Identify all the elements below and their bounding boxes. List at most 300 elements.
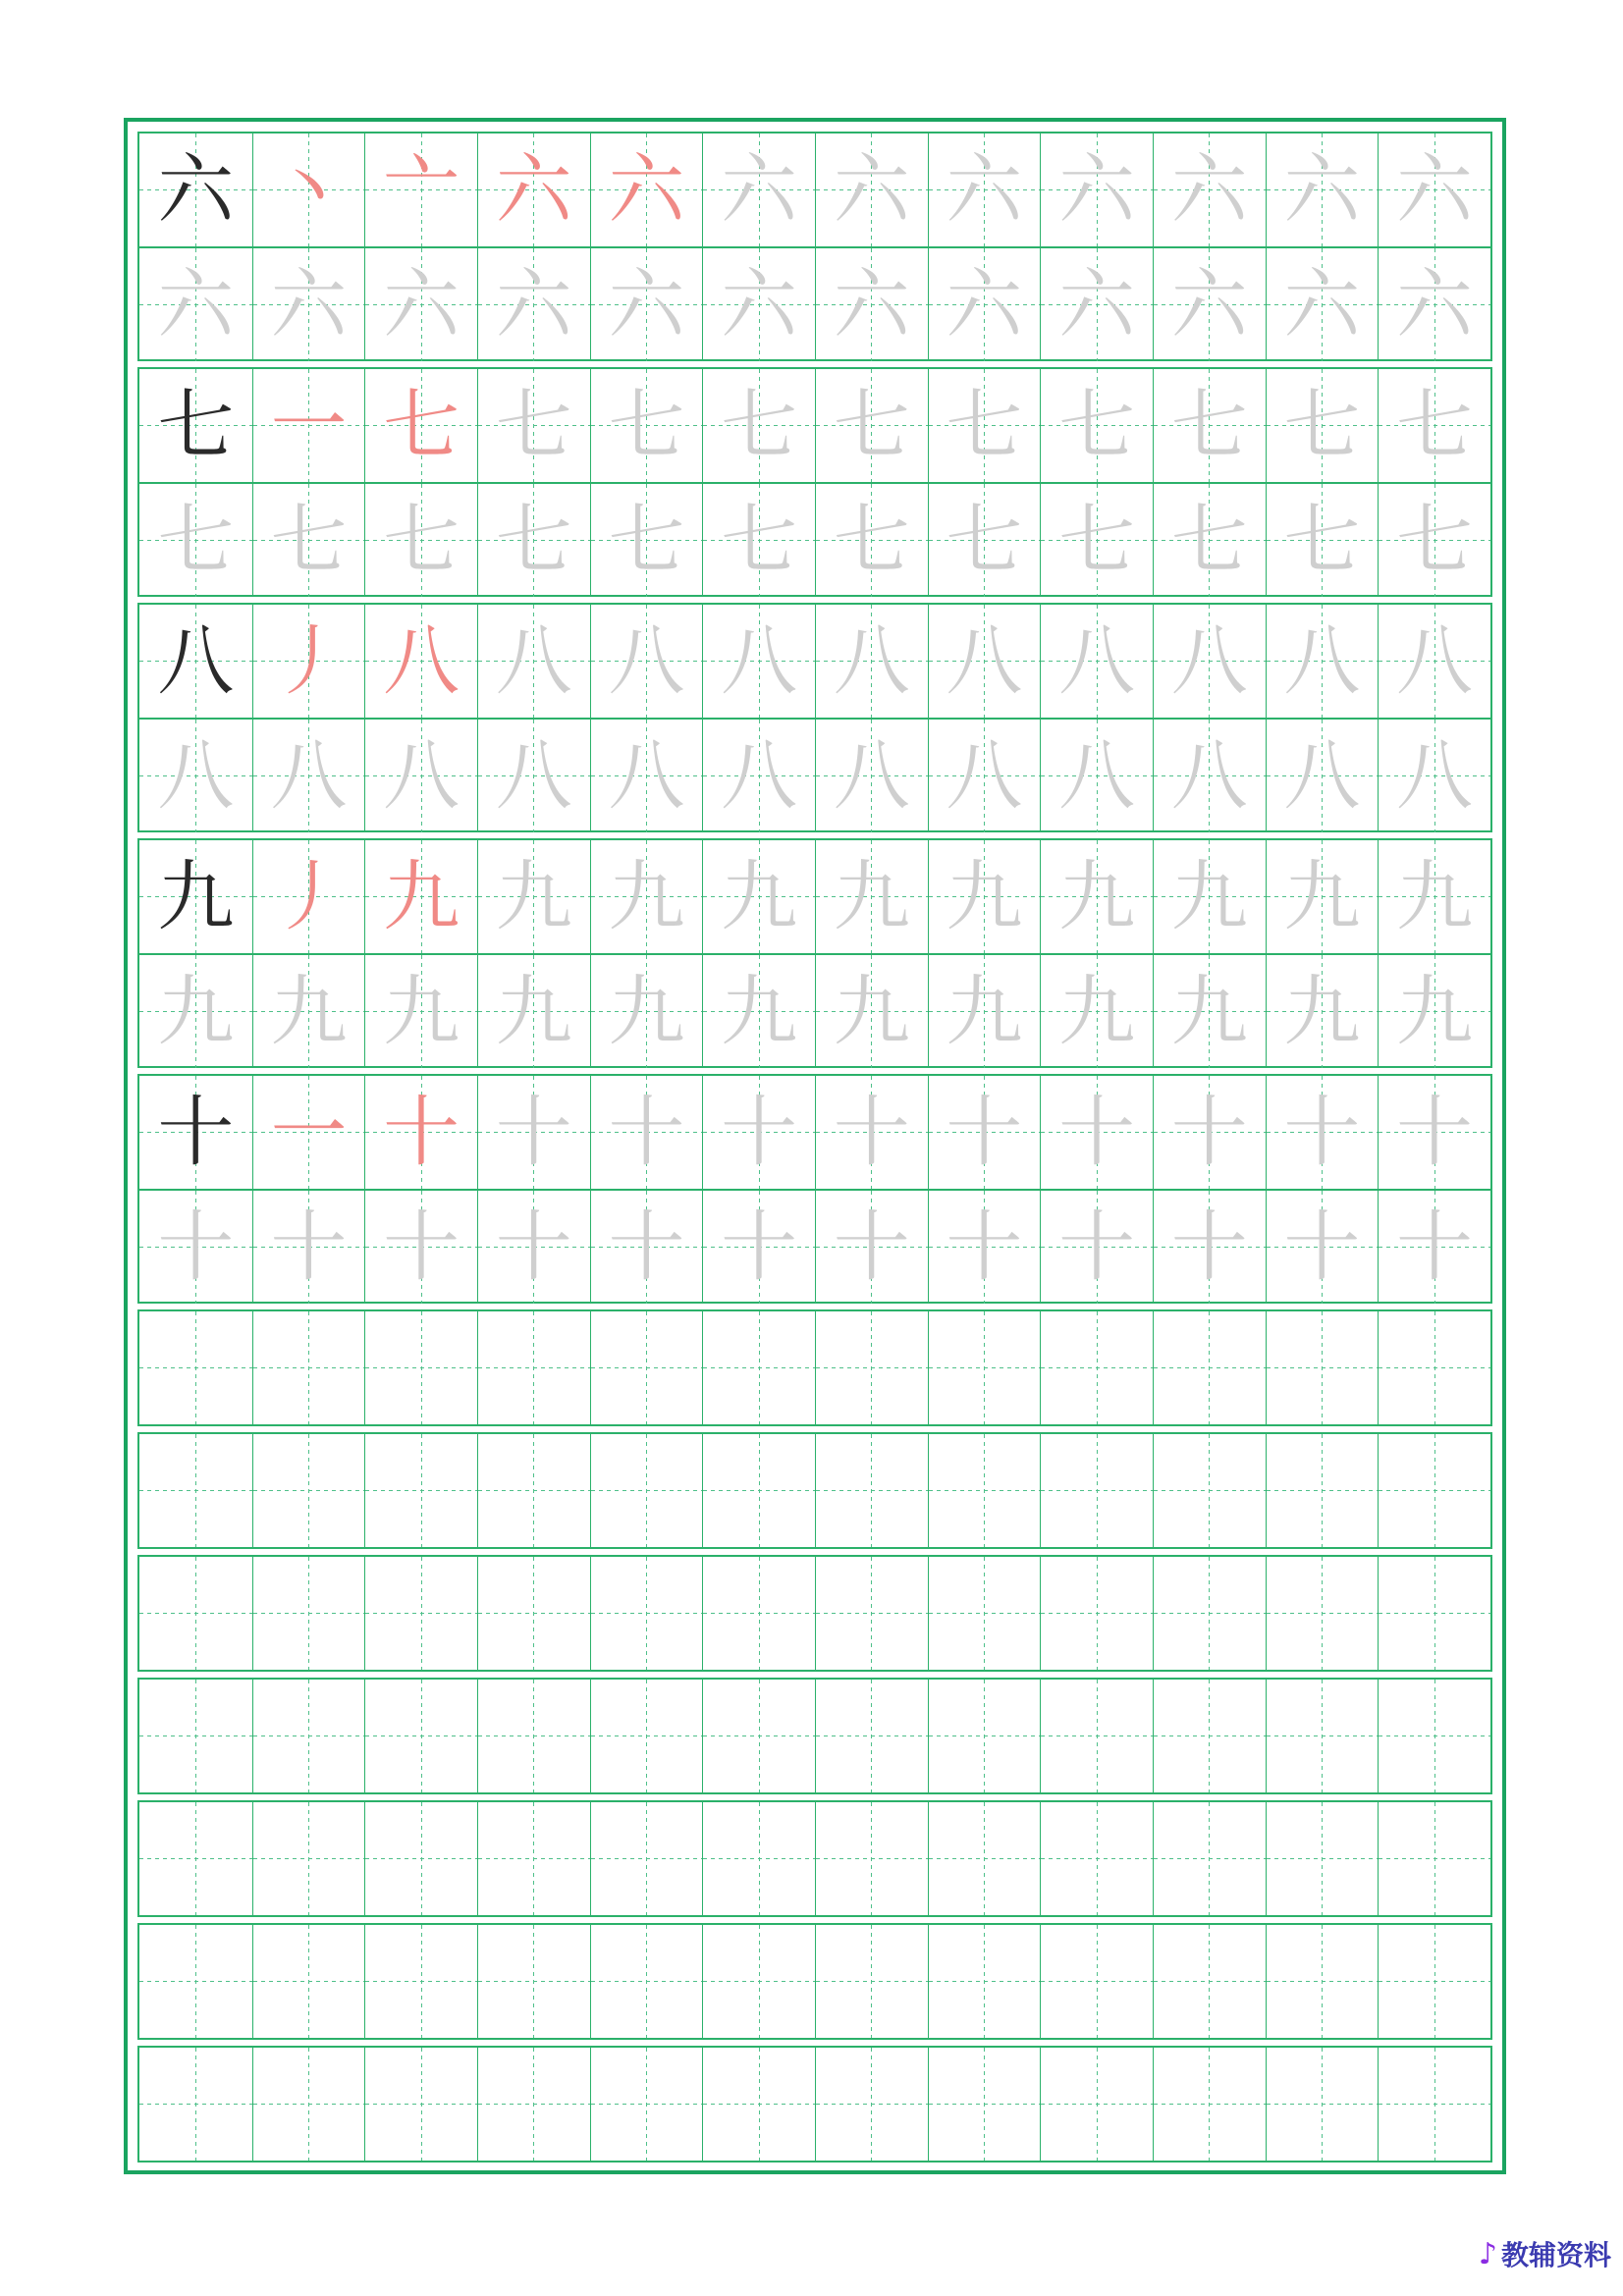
grid-cell[interactable]	[1153, 2048, 1266, 2161]
grid-cell[interactable]	[1153, 1311, 1266, 1424]
grid-cell[interactable]	[815, 1802, 928, 1915]
grid-cell[interactable]	[252, 1802, 365, 1915]
grid-cell[interactable]	[477, 2048, 590, 2161]
character-block	[137, 132, 1492, 361]
grid-cell[interactable]	[139, 1311, 252, 1424]
grid-cell[interactable]	[815, 248, 928, 361]
grid-cell[interactable]	[364, 369, 477, 482]
grid-cell[interactable]	[1266, 605, 1379, 718]
grid-cell[interactable]	[702, 369, 815, 482]
grid-cell[interactable]	[364, 133, 477, 246]
trace-character: 六	[946, 260, 1023, 349]
stroke-order-character: 亠	[383, 145, 460, 235]
grid-cell[interactable]	[1153, 840, 1266, 953]
grid-cell[interactable]	[364, 605, 477, 718]
grid-cell[interactable]	[477, 369, 590, 482]
trace-character: 七	[608, 381, 685, 470]
grid-cell[interactable]	[1153, 1191, 1266, 1304]
trace-character: 六	[157, 260, 235, 349]
grid-cell[interactable]	[1378, 1076, 1490, 1189]
trace-character: 六	[383, 260, 460, 349]
grid-cell[interactable]	[1378, 1802, 1490, 1915]
grid-cell[interactable]	[815, 369, 928, 482]
grid-cell[interactable]	[590, 955, 703, 1068]
grid-cell[interactable]	[928, 248, 1041, 361]
grid-cell[interactable]	[815, 605, 928, 718]
grid-cell[interactable]	[1040, 369, 1153, 482]
grid-cell[interactable]	[252, 369, 365, 482]
trace-character: 九	[833, 967, 910, 1056]
grid-cell[interactable]	[477, 484, 590, 597]
trace-character: 九	[157, 967, 235, 1056]
grid-cell[interactable]	[702, 840, 815, 953]
trace-character: 六	[833, 260, 910, 349]
trace-character: 六	[1058, 260, 1136, 349]
grid-cell[interactable]	[477, 1191, 590, 1304]
grid-cell[interactable]	[928, 1076, 1041, 1189]
grid-cell[interactable]	[928, 1557, 1041, 1670]
trace-character: 九	[946, 852, 1023, 941]
grid-cell[interactable]	[928, 369, 1041, 482]
grid-cell[interactable]	[590, 1311, 703, 1424]
grid-cell[interactable]	[139, 1925, 252, 2038]
grid-cell[interactable]	[1378, 369, 1490, 482]
grid-cell[interactable]	[139, 2048, 252, 2161]
trace-character: 六	[946, 145, 1023, 235]
grid-cell[interactable]	[477, 1925, 590, 2038]
grid-cell[interactable]	[1378, 2048, 1490, 2161]
trace-character: 七	[946, 496, 1023, 585]
grid-cell[interactable]	[477, 133, 590, 246]
grid-cell[interactable]	[928, 1311, 1041, 1424]
grid-cell[interactable]	[477, 1434, 590, 1547]
grid-cell[interactable]	[1266, 1434, 1379, 1547]
grid-cell[interactable]	[1266, 955, 1379, 1068]
grid-cell[interactable]	[1040, 1311, 1153, 1424]
grid-cell[interactable]	[1266, 1076, 1379, 1189]
trace-character: 十	[1170, 1202, 1248, 1292]
trace-character: 七	[1396, 496, 1474, 585]
grid-cell[interactable]	[1040, 955, 1153, 1068]
grid-cell[interactable]	[252, 840, 365, 953]
grid-cell[interactable]	[590, 1925, 703, 2038]
grid-cell[interactable]	[1378, 1191, 1490, 1304]
grid-cell[interactable]	[1266, 484, 1379, 597]
grid-cell[interactable]	[928, 2048, 1041, 2161]
grid-cell[interactable]	[139, 840, 252, 953]
grid-cell[interactable]	[1378, 133, 1490, 246]
grid-cell[interactable]	[1266, 1191, 1379, 1304]
grid-cell[interactable]	[1266, 840, 1379, 953]
trace-character: 七	[946, 381, 1023, 470]
grid-cell[interactable]	[477, 1311, 590, 1424]
grid-cell[interactable]	[928, 720, 1041, 832]
demo-row	[139, 1802, 1490, 1915]
grid-cell[interactable]	[139, 955, 252, 1068]
trace-character: 七	[721, 381, 798, 470]
worksheet-frame	[124, 118, 1506, 2174]
trace-character: 八	[833, 616, 910, 706]
grid-cell[interactable]	[590, 1191, 703, 1304]
trace-character: 八	[946, 731, 1023, 821]
trace-character: 九	[495, 852, 572, 941]
grid-cell[interactable]	[590, 1802, 703, 1915]
trace-character: 七	[833, 496, 910, 585]
grid-cell[interactable]	[252, 605, 365, 718]
music-note-icon: ♪	[1478, 2236, 1497, 2271]
grid-cell[interactable]	[1378, 955, 1490, 1068]
grid-cell[interactable]	[590, 248, 703, 361]
grid-cell[interactable]	[815, 720, 928, 832]
grid-cell[interactable]	[1153, 484, 1266, 597]
grid-cell[interactable]	[1153, 1557, 1266, 1670]
trace-character: 八	[495, 616, 572, 706]
trace-character: 八	[1170, 616, 1248, 706]
grid-cell[interactable]	[1040, 1434, 1153, 1547]
grid-cell[interactable]	[590, 605, 703, 718]
trace-character: 六	[495, 260, 572, 349]
grid-cell[interactable]	[1266, 1680, 1379, 1792]
grid-cell[interactable]	[1266, 1557, 1379, 1670]
trace-character: 六	[721, 145, 798, 235]
grid-cell[interactable]	[1378, 1434, 1490, 1547]
grid-cell[interactable]	[364, 248, 477, 361]
grid-cell[interactable]	[139, 1076, 252, 1189]
grid-cell[interactable]	[702, 1076, 815, 1189]
grid-cell[interactable]	[815, 133, 928, 246]
grid-cell[interactable]	[1040, 1191, 1153, 1304]
grid-cell[interactable]	[139, 1191, 252, 1304]
grid-cell[interactable]	[252, 2048, 365, 2161]
model-character: 八	[157, 616, 235, 706]
grid-cell[interactable]	[477, 1076, 590, 1189]
grid-cell[interactable]	[252, 1557, 365, 1670]
trace-character: 八	[833, 731, 910, 821]
trace-character: 八	[1396, 616, 1474, 706]
grid-cell[interactable]	[1040, 1557, 1153, 1670]
grid-cell[interactable]	[252, 955, 365, 1068]
trace-character: 九	[946, 967, 1023, 1056]
grid-cell[interactable]	[928, 840, 1041, 953]
trace-character: 七	[383, 496, 460, 585]
stroke-order-character: 丿	[270, 852, 348, 941]
grid-cell[interactable]	[815, 1557, 928, 1670]
grid-cell[interactable]	[1378, 720, 1490, 832]
grid-cell[interactable]	[364, 1557, 477, 1670]
grid-cell[interactable]	[364, 1191, 477, 1304]
grid-cell[interactable]	[139, 720, 252, 832]
trace-character: 十	[270, 1202, 348, 1292]
grid-cell[interactable]	[1040, 1680, 1153, 1792]
grid-cell[interactable]	[364, 1802, 477, 1915]
trace-character: 七	[270, 496, 348, 585]
grid-cell[interactable]	[477, 840, 590, 953]
grid-cell[interactable]	[815, 1925, 928, 2038]
grid-cell[interactable]	[702, 1434, 815, 1547]
blank-practice-block	[137, 1923, 1492, 2040]
grid-cell[interactable]	[252, 1076, 365, 1189]
trace-character: 七	[1396, 381, 1474, 470]
grid-cell[interactable]	[252, 1925, 365, 2038]
grid-cell[interactable]	[252, 248, 365, 361]
grid-cell[interactable]	[252, 720, 365, 832]
grid-cell[interactable]	[477, 1680, 590, 1792]
grid-cell[interactable]	[364, 1076, 477, 1189]
grid-cell[interactable]	[139, 1802, 252, 1915]
grid-cell[interactable]	[702, 1557, 815, 1670]
trace-character: 九	[383, 967, 460, 1056]
grid-cell[interactable]	[252, 1434, 365, 1547]
grid-cell[interactable]	[1266, 720, 1379, 832]
grid-cell[interactable]	[702, 955, 815, 1068]
grid-cell[interactable]	[590, 840, 703, 953]
grid-cell[interactable]	[702, 1311, 815, 1424]
grid-cell[interactable]	[702, 484, 815, 597]
grid-cell[interactable]	[139, 605, 252, 718]
trace-character: 七	[721, 496, 798, 585]
trace-character: 十	[721, 1088, 798, 1177]
grid-cell[interactable]	[928, 1680, 1041, 1792]
trace-character: 六	[1396, 145, 1474, 235]
grid-cell[interactable]	[364, 2048, 477, 2161]
trace-character: 六	[1058, 145, 1136, 235]
grid-cell[interactable]	[1153, 369, 1266, 482]
grid-cell[interactable]	[1378, 1311, 1490, 1424]
grid-cell[interactable]	[590, 1557, 703, 1670]
trace-character: 九	[1283, 967, 1361, 1056]
grid-cell[interactable]	[1378, 1557, 1490, 1670]
grid-cell[interactable]	[1266, 2048, 1379, 2161]
demo-row	[139, 1076, 1490, 1189]
trace-row	[139, 1189, 1490, 1304]
grid-cell[interactable]	[1040, 1802, 1153, 1915]
grid-cell[interactable]	[1153, 1076, 1266, 1189]
grid-cell[interactable]	[477, 720, 590, 832]
blank-practice-block	[137, 1432, 1492, 1549]
grid-cell[interactable]	[928, 605, 1041, 718]
blank-practice-block	[137, 1309, 1492, 1426]
grid-cell[interactable]	[252, 1311, 365, 1424]
grid-cell[interactable]	[702, 1191, 815, 1304]
brand-text: 教辅资料	[1500, 2239, 1611, 2271]
blank-practice-block	[137, 1800, 1492, 1917]
grid-cell[interactable]	[928, 1925, 1041, 2038]
character-block	[137, 1074, 1492, 1304]
grid-cell[interactable]	[364, 720, 477, 832]
grid-cell[interactable]	[928, 1434, 1041, 1547]
grid-cell[interactable]	[1153, 248, 1266, 361]
trace-character: 八	[157, 731, 235, 821]
grid-cell[interactable]	[590, 1076, 703, 1189]
grid-cell[interactable]	[364, 1311, 477, 1424]
trace-character: 九	[1170, 852, 1248, 941]
grid-cell[interactable]	[1153, 720, 1266, 832]
grid-cell[interactable]	[815, 1434, 928, 1547]
grid-cell[interactable]	[702, 605, 815, 718]
trace-character: 八	[495, 731, 572, 821]
stroke-order-character: 六	[495, 145, 572, 235]
trace-character: 七	[608, 496, 685, 585]
grid-cell[interactable]	[815, 1076, 928, 1189]
grid-cell[interactable]	[815, 2048, 928, 2161]
stroke-order-character: 八	[383, 616, 460, 706]
grid-cell[interactable]	[1266, 1925, 1379, 2038]
demo-row	[139, 1680, 1490, 1792]
grid-cell[interactable]	[1266, 248, 1379, 361]
grid-cell[interactable]	[1378, 840, 1490, 953]
grid-cell[interactable]	[1040, 605, 1153, 718]
grid-cell[interactable]	[590, 484, 703, 597]
grid-cell[interactable]	[364, 1434, 477, 1547]
grid-cell[interactable]	[364, 484, 477, 597]
stroke-order-character: 十	[383, 1088, 460, 1177]
stroke-order-character: 丿	[270, 616, 348, 706]
grid-cell[interactable]	[1040, 133, 1153, 246]
trace-character: 九	[1170, 967, 1248, 1056]
demo-row	[139, 840, 1490, 953]
grid-cell[interactable]	[928, 484, 1041, 597]
grid-cell[interactable]	[1153, 133, 1266, 246]
grid-cell[interactable]	[1040, 1925, 1153, 2038]
character-block	[137, 603, 1492, 832]
grid-cell[interactable]	[702, 248, 815, 361]
blank-practice-block	[137, 1678, 1492, 1794]
trace-character: 十	[1058, 1202, 1136, 1292]
grid-cell[interactable]	[1040, 720, 1153, 832]
grid-cell[interactable]	[702, 1802, 815, 1915]
trace-character: 十	[1396, 1202, 1474, 1292]
trace-character: 七	[1283, 496, 1361, 585]
stroke-order-character: 一	[270, 381, 348, 470]
grid-cell[interactable]	[139, 1434, 252, 1547]
grid-cell[interactable]	[928, 133, 1041, 246]
trace-row	[139, 482, 1490, 597]
grid-cell[interactable]	[590, 1434, 703, 1547]
grid-cell[interactable]	[477, 248, 590, 361]
grid-cell[interactable]	[928, 955, 1041, 1068]
trace-character: 八	[608, 616, 685, 706]
grid-cell[interactable]	[702, 1925, 815, 2038]
grid-cell[interactable]	[139, 484, 252, 597]
grid-cell[interactable]	[1040, 840, 1153, 953]
trace-character: 七	[1058, 496, 1136, 585]
trace-character: 十	[833, 1088, 910, 1177]
grid-cell[interactable]	[815, 1311, 928, 1424]
trace-character: 六	[1283, 145, 1361, 235]
grid-cell[interactable]	[1266, 369, 1379, 482]
grid-cell[interactable]	[1153, 1925, 1266, 2038]
stroke-order-character: 丶	[270, 145, 348, 235]
grid-cell[interactable]	[702, 720, 815, 832]
trace-character: 九	[608, 967, 685, 1056]
grid-cell[interactable]	[702, 1680, 815, 1792]
grid-cell[interactable]	[702, 2048, 815, 2161]
grid-cell[interactable]	[1153, 1802, 1266, 1915]
trace-character: 六	[833, 145, 910, 235]
grid-cell[interactable]	[1266, 1802, 1379, 1915]
grid-cell[interactable]	[139, 369, 252, 482]
grid-cell[interactable]	[477, 605, 590, 718]
grid-cell[interactable]	[252, 1680, 365, 1792]
trace-character: 七	[1170, 381, 1248, 470]
grid-cell[interactable]	[1378, 248, 1490, 361]
trace-character: 六	[1396, 260, 1474, 349]
trace-character: 九	[270, 967, 348, 1056]
stroke-order-character: 一	[270, 1088, 348, 1177]
grid-cell[interactable]	[139, 1680, 252, 1792]
grid-cell[interactable]	[815, 840, 928, 953]
grid-cell[interactable]	[590, 720, 703, 832]
trace-character: 九	[1058, 852, 1136, 941]
grid-cell[interactable]	[815, 1191, 928, 1304]
trace-character: 九	[1396, 967, 1474, 1056]
grid-cell[interactable]	[1153, 955, 1266, 1068]
trace-character: 十	[1396, 1088, 1474, 1177]
grid-cell[interactable]	[590, 133, 703, 246]
grid-cell[interactable]	[1040, 1076, 1153, 1189]
trace-character: 八	[1283, 731, 1361, 821]
grid-cell[interactable]	[590, 1680, 703, 1792]
grid-cell[interactable]	[815, 955, 928, 1068]
grid-cell[interactable]	[1153, 1434, 1266, 1547]
grid-cell[interactable]	[1153, 1680, 1266, 1792]
model-character: 七	[157, 381, 235, 470]
grid-cell[interactable]	[364, 1925, 477, 2038]
grid-cell[interactable]	[702, 133, 815, 246]
grid-cell[interactable]	[364, 840, 477, 953]
grid-cell[interactable]	[590, 2048, 703, 2161]
trace-character: 七	[1170, 496, 1248, 585]
grid-cell[interactable]	[928, 1191, 1041, 1304]
grid-cell[interactable]	[1378, 484, 1490, 597]
trace-character: 九	[1058, 967, 1136, 1056]
grid-cell[interactable]	[139, 133, 252, 246]
grid-cell[interactable]	[477, 1557, 590, 1670]
grid-cell[interactable]	[1266, 1311, 1379, 1424]
grid-cell[interactable]	[1040, 484, 1153, 597]
grid-cell[interactable]	[1040, 248, 1153, 361]
grid-cell[interactable]	[364, 955, 477, 1068]
demo-row	[139, 1311, 1490, 1424]
trace-character: 七	[157, 496, 235, 585]
grid-cell[interactable]	[477, 1802, 590, 1915]
grid-cell[interactable]	[1378, 1925, 1490, 2038]
trace-character: 八	[608, 731, 685, 821]
trace-character: 十	[946, 1202, 1023, 1292]
grid-cell[interactable]	[1040, 2048, 1153, 2161]
grid-cell[interactable]	[1378, 1680, 1490, 1792]
grid-cell[interactable]	[139, 248, 252, 361]
grid-cell[interactable]	[139, 1557, 252, 1670]
grid-cell[interactable]	[1153, 605, 1266, 718]
grid-cell[interactable]	[815, 484, 928, 597]
trace-character: 六	[270, 260, 348, 349]
grid-cell[interactable]	[477, 955, 590, 1068]
trace-character: 八	[1058, 616, 1136, 706]
stroke-order-character: 六	[608, 145, 685, 235]
trace-row	[139, 246, 1490, 361]
grid-cell[interactable]	[364, 1680, 477, 1792]
grid-cell[interactable]	[1378, 605, 1490, 718]
grid-cell[interactable]	[252, 133, 365, 246]
grid-cell[interactable]	[590, 369, 703, 482]
grid-cell[interactable]	[815, 1680, 928, 1792]
grid-cell[interactable]	[252, 484, 365, 597]
grid-cell[interactable]	[252, 1191, 365, 1304]
grid-cell[interactable]	[928, 1802, 1041, 1915]
demo-row	[139, 2048, 1490, 2161]
grid-cell[interactable]	[1266, 133, 1379, 246]
